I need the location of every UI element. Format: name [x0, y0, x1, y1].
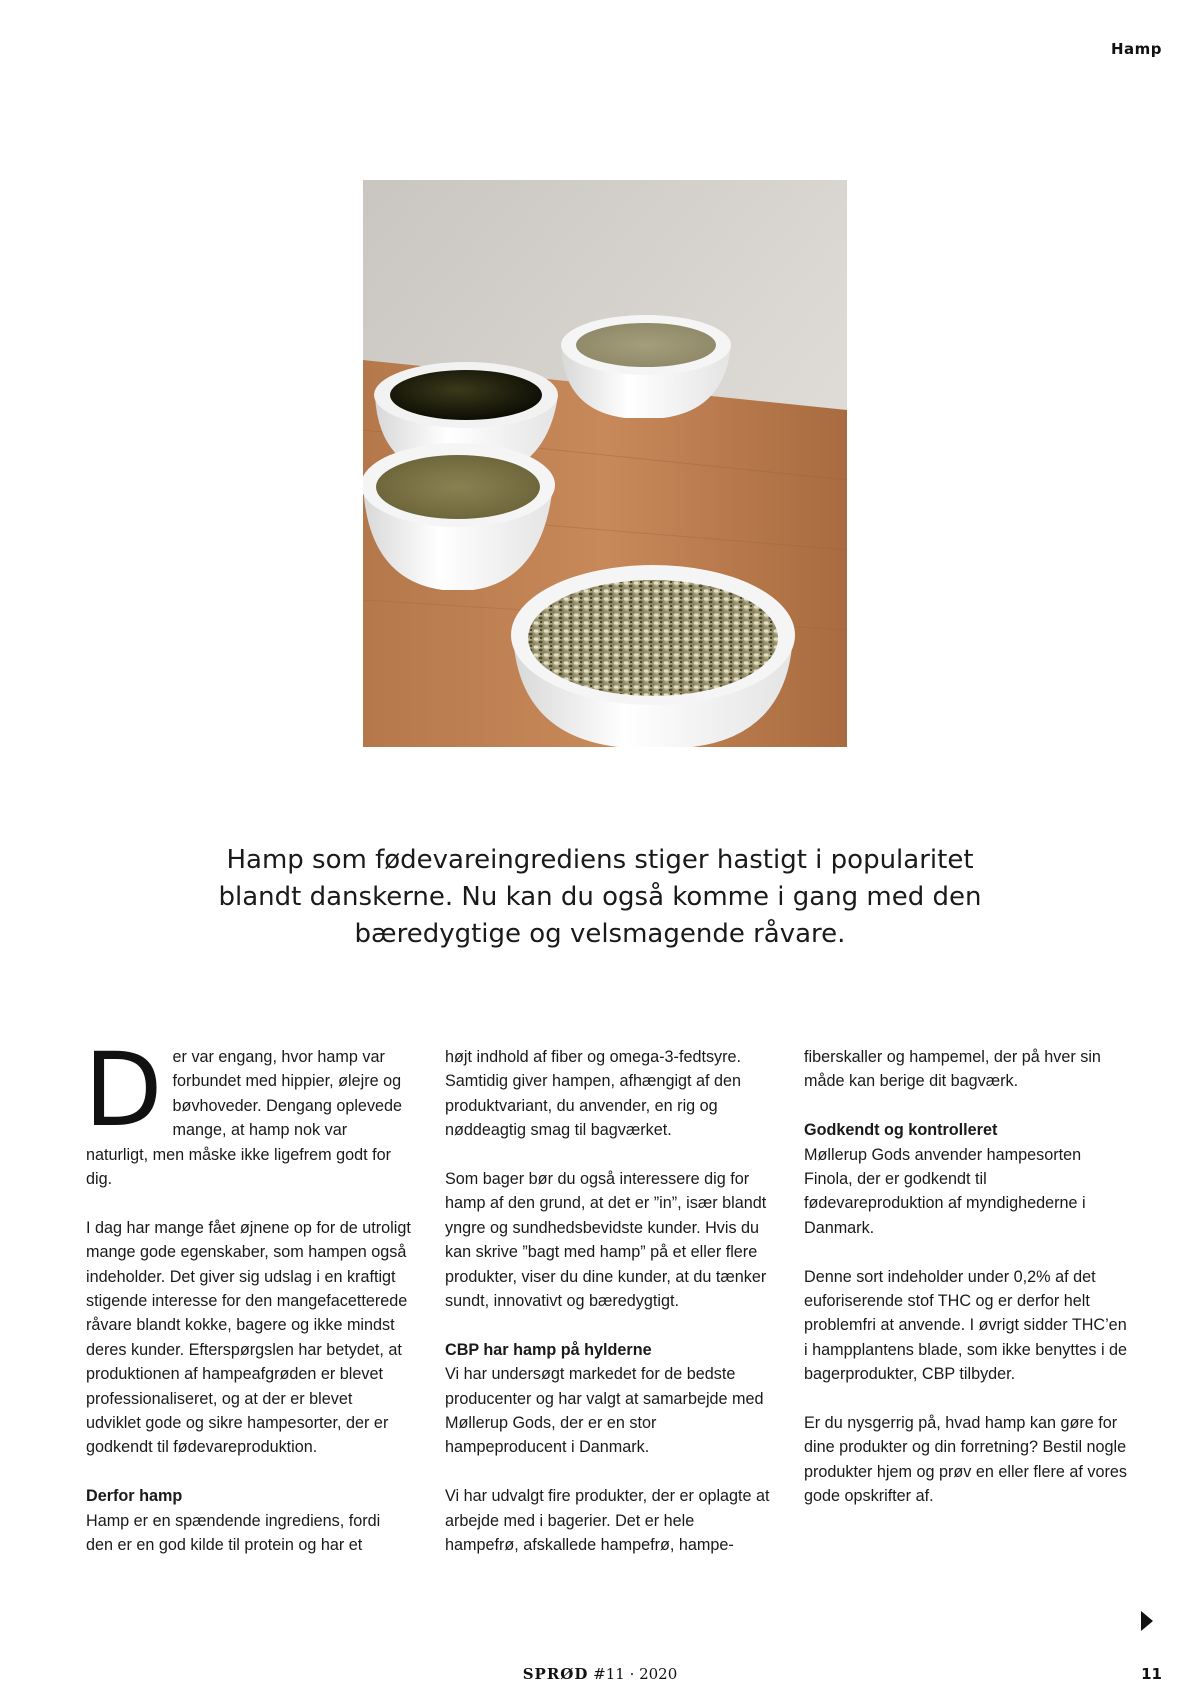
body-paragraph: Vi har undersøgt markedet for de bedste producenter og har valgt at samarbejde med Møllerup Gods, der er en stor hampeproducent i Danmark. [445, 1365, 764, 1457]
article-column-1 [84, 1031, 411, 1582]
footer-publication [0, 1665, 1200, 1683]
subheading: Derfor hamp [86, 1487, 183, 1506]
magazine-name: SPRØD [522, 1665, 589, 1683]
body-paragraph: Møllerup Gods anvender hampesorten Finola, der er godkendt til fødevareproduktion af myndighederne i Danmark. [804, 1145, 1086, 1237]
body-paragraph: I dag har mange fået øjnene op for de utroligt mange gode egenskaber, som hampen også indeholder. Det giver sig udslag i en kraftigt stigende interesse for den mangefacetterede råvare blandt kokke, bagere og ikke mindst deres kunder. Efterspørgslen har betydet, at produktionen af hampeafgrøden er blevet professionaliseret, og at der er blevet udviklet gode og sikre hampesorter, der er godkendt til fødevareproduktion. [86, 1218, 411, 1457]
issue-number: #11 · 2020 [593, 1665, 678, 1683]
body-paragraph: Denne sort indeholder under 0,2% af det euforiserende stof THC og er derfor helt problemfri at anvende. I øvrigt sidder THC’en i hampplantens blade, som ikke benyttes i de bagerprodukter, CBP tilbyder. [804, 1267, 1128, 1384]
hemp-products-photo [363, 180, 847, 747]
body-paragraph: Som bager bør du også interessere dig for hamp af den grund, at det er ”in”, især blandt yngre og sundhedsbevidste kunder. Hvis du kan skrive ”bagt med hamp” på et eller flere produkter, viser du dine kunder, at du tænker sundt, innovativt og bæredygtigt. [445, 1170, 767, 1311]
subheading: Godkendt og kontrolleret [804, 1121, 998, 1140]
article-column-2 [445, 1045, 770, 1582]
lead-paragraph: Hamp som fødevareingrediens stiger hastigt i popularitet blandt danskerne. Nu kan du også komme i gang med den bæredygtige og velsmagende råvare. [218, 845, 982, 949]
page-number: 11 [1141, 1665, 1162, 1683]
body-paragraph: Vi har udvalgt fire produkter, der er oplagte at arbejde med i bagerier. Det er hele hampefrø, afskallede hampefrø, hampe- [445, 1487, 770, 1555]
subheading: CBP har hamp på hylderne [445, 1340, 652, 1359]
body-paragraph: Hamp er en spændende ingrediens, fordi den er en god kilde til protein og har et [86, 1511, 381, 1555]
next-page-triangle-right-icon[interactable] [1141, 1611, 1153, 1631]
intro-text: er var engang, hvor hamp var forbundet med hippier, ølejre og bøvhoveder. Dengang oplevede mange, at hamp nok var naturligt, men måske ikke ligefrem godt for dig. [86, 1048, 403, 1189]
body-paragraph: Er du nysgerrig på, hvad hamp kan gøre for dine produkter og din forretning? Bestil nogle produkter hjem og prøv en eller flere af vores gode opskrifter af. [804, 1414, 1127, 1506]
drop-cap: D [84, 1031, 163, 1150]
article-column-3 [804, 1045, 1129, 1533]
body-paragraph: fiberskaller og hampemel, der på hver sin måde kan berige dit bagværk. [804, 1048, 1101, 1091]
body-paragraph: højt indhold af fiber og omega-3-fedtsyre. Samtidig giver hampen, afhængigt af den produktvariant, du anvender, en rig og nøddeagtig smag til bagværket. [445, 1048, 742, 1140]
section-label: Hamp [1110, 40, 1162, 58]
intro-paragraph [84, 1031, 411, 1191]
